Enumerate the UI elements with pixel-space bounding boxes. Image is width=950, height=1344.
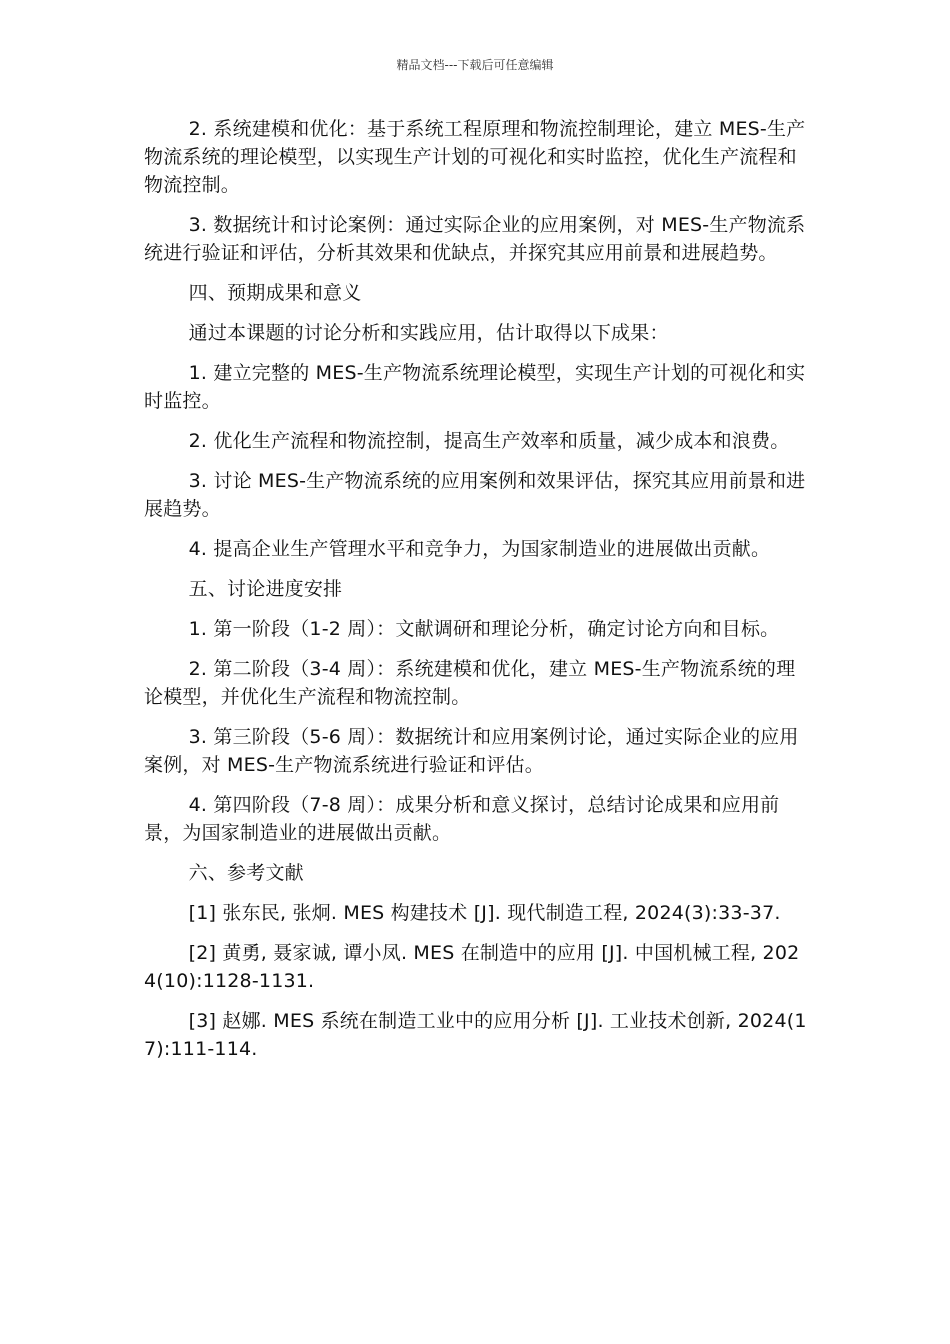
schedule-item-1: 1. 第一阶段（1-2 周）：文献调研和理论分析，确定讨论方向和目标。	[188, 618, 780, 640]
section-heading-schedule: 五、讨论进度安排	[188, 578, 343, 600]
section-heading-expected-results: 四、预期成果和意义	[188, 282, 362, 304]
schedule-item-4: 4. 第四阶段（7-8 周）：成果分析和意义探讨，总结讨论成果和应用前景，为国家制造业的进展做出贡献。	[144, 794, 780, 844]
paragraph-modeling: 2. 系统建模和优化：基于系统工程原理和物流控制理论，建立 MES-生产物流系统的理论模型，以实现生产计划的可视化和实时监控，优化生产流程和物流控制。	[144, 118, 806, 196]
reference-2: [2] 黄勇, 聂家诚, 谭小凤. MES 在制造中的应用 [J]. 中国机械工程, 2024(10):1128-1131.	[144, 942, 800, 992]
paragraph-case-study: 3. 数据统计和讨论案例：通过实际企业的应用案例，对 MES-生产物流系统进行验证和评估，分析其效果和优缺点，并探究其应用前景和进展趋势。	[144, 214, 806, 264]
section-heading-references: 六、参考文献	[188, 862, 304, 884]
result-item-3: 3. 讨论 MES-生产物流系统的应用案例和效果评估，探究其应用前景和进展趋势。	[144, 470, 806, 520]
reference-1: [1] 张东民, 张炯. MES 构建技术 [J]. 现代制造工程, 2024(3):33-37.	[188, 902, 781, 924]
document-body	[144, 115, 809, 1075]
result-item-4: 4. 提高企业生产管理水平和竞争力，为国家制造业的进展做出贡献。	[188, 538, 771, 560]
reference-3: [3] 赵娜. MES 系统在制造工业中的应用分析 [J]. 工业技术创新, 2024(17):111-114.	[144, 1010, 807, 1060]
page-header: 精品文档---下载后可任意编辑	[396, 58, 554, 72]
result-item-1: 1. 建立完整的 MES-生产物流系统理论模型，实现生产计划的可视化和实时监控。	[144, 362, 806, 412]
paragraph-results-intro: 通过本课题的讨论分析和实践应用，估计取得以下成果：	[188, 322, 669, 344]
schedule-item-3: 3. 第三阶段（5-6 周）：数据统计和应用案例讨论，通过实际企业的应用案例，对 MES-生产物流系统进行验证和评估。	[144, 726, 799, 776]
schedule-item-2: 2. 第二阶段（3-4 周）：系统建模和优化，建立 MES-生产物流系统的理论模型，并优化生产流程和物流控制。	[144, 658, 796, 708]
result-item-2: 2. 优化生产流程和物流控制，提高生产效率和质量，减少成本和浪费。	[188, 430, 790, 452]
